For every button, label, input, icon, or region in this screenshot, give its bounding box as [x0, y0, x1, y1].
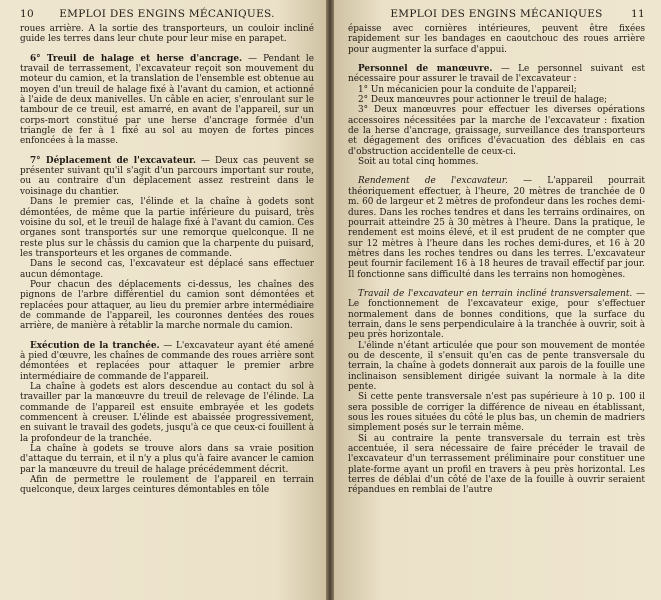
left-page-body: [20, 24, 314, 496]
book-gutter: [326, 0, 334, 600]
section-heading: 6° Treuil de halage et herse d'ancrage.: [30, 53, 243, 64]
right-page: [334, 0, 661, 600]
paragraph: Si au contraire la pente transversale du terrain est très accentuée, il sera nécessaire de faire précéder le travail de l'excavateur d'un terrassement préliminaire pour constituer une plate-forme ayant un profil en travers à peu près horizontal. Les terres de déblai d'un côté de l'axe de la fouille à ouvrir seraient répandues en remblai de l'autre: [348, 433, 645, 496]
list-item: 2° Deux manœuvres pour actionner le treuil de halage;: [358, 95, 608, 106]
right-page-header: [348, 6, 645, 24]
page-number-left: 10: [20, 8, 34, 20]
left-page-header: [20, 6, 314, 24]
section-paragraph: Travail de l'excavateur en terrain incliné transversalement. — Le fonctionnement de l'excavateur exige, pour s'effectuer normalement dans de bonnes conditions, que la surface du terrain, dans le sens perpendiculaire à la tranchée à ouvrir, soit à peu près horizontale.: [348, 288, 645, 341]
section-heading: Exécution de la tranchée.: [30, 340, 160, 351]
running-head-right: EMPLOI DES ENGINS MÉCANIQUES: [390, 8, 603, 20]
running-head-left: EMPLOI DES ENGINS MÉCANIQUES.: [59, 8, 275, 20]
section-paragraph: 6° Treuil de halage et herse d'ancrage. — Pendant le travail de terrassement, l'excavateur reçoit son mouvement du moteur du camion, et la translation de l'ensemble est obtenue au moyen d'un treuil de halage fixé à l'avant du camion, et actionné à l'aide de deux manivelles. Un câble en acier, s'enroulant sur le tambour de ce treuil, est amarré, en avant de l'appareil, sur un corps-mort constitué par une herse d'ancrage formée d'un triangle de fer à 1 fixé au sol au moyen de fortes pinces enfoncées à la masse.: [20, 53, 315, 147]
list-item: 3° Deux manœuvres pour effectuer les diverses opérations accessoires nécessitées par la marche de l'excavateur : fixation de la herse d'ancrage, graissage, surveillance des transporteurs et dégagement des orifices d'évacuation des déblais en cas d'obstruction accidentelle de ceux-ci.: [348, 105, 645, 157]
paragraph: Afin de permettre le roulement de l'appareil en terrain quelconque, deux larges ceintures démontables en tôle: [20, 475, 314, 496]
section-paragraph: Personnel de manœuvre. — Le personnel suivant est nécessaire pour assurer le travail de l'excavateur :: [348, 64, 645, 85]
paragraph: Soit au total cinq hommes.: [358, 157, 479, 168]
section-paragraph: Exécution de la tranchée. — L'excavateur ayant été amené à pied d'œuvre, les chaînes de commande des roues arrière sont démontées et replacées pour attaquer le premier arbre intermédiaire de commande de l'appareil.: [20, 340, 314, 382]
paragraph: La chaîne à godets se trouve alors dans sa vraie position d'attaque du terrain, et il n'y a plus qu'à faire avancer le camion par la manœuvre du treuil de halage précédemment décrit.: [20, 444, 314, 475]
section-heading: Travail de l'excavateur en terrain incliné transversalement.: [358, 288, 633, 299]
paragraph: épaisse avec cornières intérieures, peuvent être fixées rapidement sur les bandages en caoutchouc des roues arrière pour augmenter la surface d'appui.: [348, 24, 645, 55]
paragraph: roues arrière. A la sortie des transporteurs, un couloir incliné guide les terres dans leur chute pour leur mise en parapet.: [20, 24, 314, 45]
left-page: [0, 0, 326, 600]
paragraph: Dans le second cas, l'excavateur est déplacé sans effectuer aucun démontage.: [20, 259, 314, 280]
section-heading: Rendement de l'excavateur.: [358, 176, 508, 187]
paragraph: Si cette pente transversale n'est pas supérieure à 10 p. 100 il sera possible de corriger la différence de niveau en établissant, sous les roues situées du côté le plus bas, un chemin de madriers simplement posés sur le terrain même.: [348, 392, 645, 434]
paragraph: Pour chacun des déplacements ci-dessus, les chaînes des pignons de l'arbre différentiel du camion sont démontées et replacées pour attaquer, au lieu du premier arbre intermédiaire de commande de l'appareil, les couronnes dentées des roues arrière, de manière à rétablir la marche normale du camion.: [20, 279, 314, 332]
section-paragraph: 7° Déplacement de l'excavateur. — Deux cas peuvent se présenter suivant qu'il s'agit d'un parcours important sur route, ou au contraire d'un déplacement assez restreint dans le voisinage du chantier.: [20, 155, 315, 197]
right-page-body: [348, 24, 645, 496]
section-heading: 7° Déplacement de l'excavateur.: [30, 155, 196, 166]
paragraph: Dans le premier cas, l'élinde et la chaîne à godets sont démontées, de même que la partie inférieure du puisard, très voisine du sol, et le treuil de halage fixé à l'avant du camion. Ces organes sont transportés sur une remorque quelconque. Il ne reste plus sur le châssis du camion que la charpente du puisard, les transporteurs et les organes de commande.: [20, 197, 314, 259]
paragraph: L'élinde n'étant articulée que pour son mouvement de montée ou de descente, il s'ensuit qu'en cas de pente transversale du terrain, la chaîne à godets donnerait aux parois de la fouille une inclinaison sensiblement dirigée suivant la normale à la dite pente.: [348, 340, 645, 392]
list-item: 1° Un mécanicien pour la conduite de l'appareil;: [358, 84, 577, 95]
section-paragraph: Rendement de l'excavateur. — L'appareil pourrait théoriquement effectuer, à l'heure, 20 mètres de tranchée de 0 m. 60 de largeur et 2 mètres de profondeur dans les roches demi-dures. Dans les roches tendres et dans les terrains ordinaires, on pourrait atteindre 25 à 30 mètres à l'heure. Dans la pratique, le rendement est moins élevé, et il est prudent de ne compter que sur 12 mètres à l'heure dans les roches demi-dures, et 16 à 20 mètres dans les roches tendres ou dans les terres. L'excavateur peut fournir facilement 16 à 18 heures de travail effectif par jour. Il fonctionne sans difficulté dans les terrains non homogènes.: [348, 176, 645, 280]
section-heading: Personnel de manœuvre.: [358, 64, 493, 75]
paragraph: La chaîne à godets est alors descendue au contact du sol à travailler par la manœuvre du treuil de relevage de l'élinde. La commande de l'appareil est ensuite embrayée et les godets commencent à creuser. L'élinde est abaissée progressivement, en suivant le travail des godets, jusqu'à ce que ceux-ci fouillent à la profondeur de la tranchée.: [20, 382, 314, 444]
page-number-right: 11: [631, 8, 645, 20]
